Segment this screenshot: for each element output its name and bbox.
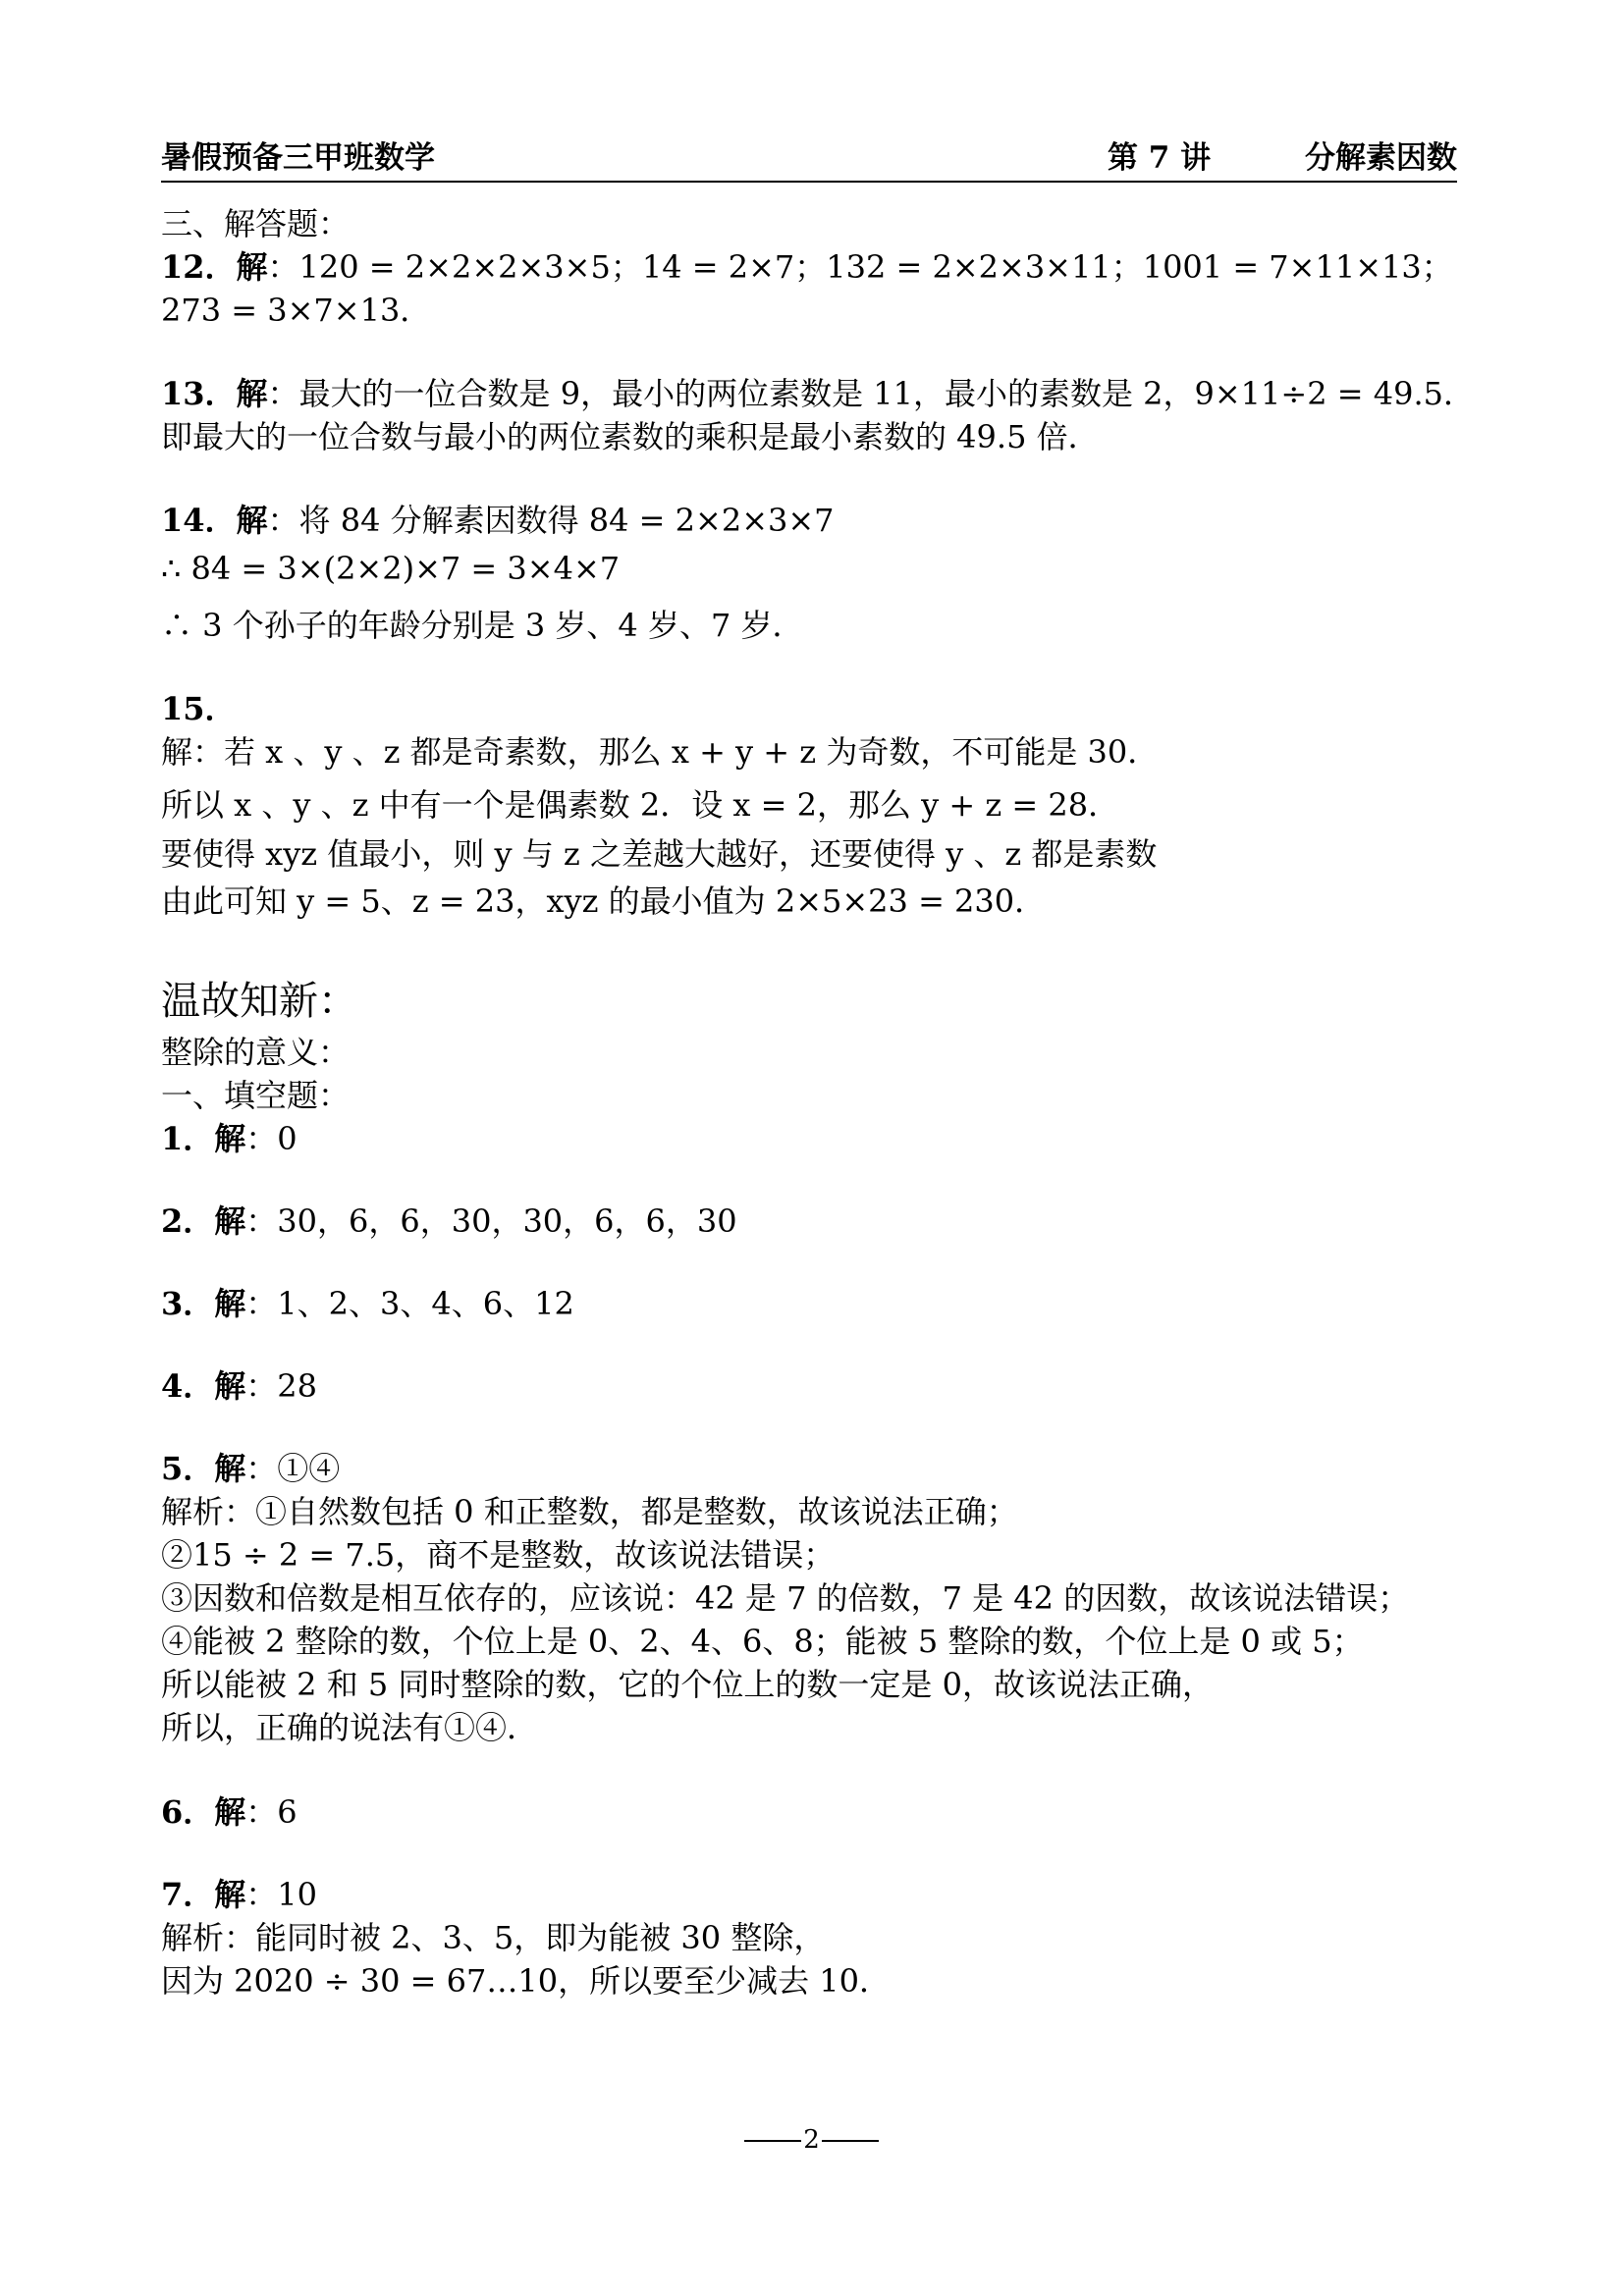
review-answer-5-analysis-2: ②15 ÷ 2 = 7.5，商不是整数，故该说法错误； [161, 1536, 836, 1574]
answer-14-line-1: 14．解：将 84 分解素因数得 84 = 2×2×3×7 [161, 502, 835, 539]
answer-number-label: 6．解 [161, 1793, 246, 1831]
page-header [161, 137, 1457, 183]
review-answer-5-analysis-6: 所以，正确的说法有①④． [161, 1709, 539, 1746]
review-answer-7-analysis-2: 因为 2020 ÷ 30 = 67…10，所以要至少减去 10． [161, 1962, 891, 2000]
review-answer-5-analysis-1: 解析：①自然数包括 0 和正整数，都是整数，故该说法正确； [161, 1493, 1018, 1530]
answer-number-label: 4．解 [161, 1367, 246, 1405]
answer-15-number: 15． [161, 690, 237, 727]
review-answer-7-analysis-1: 解析：能同时被 2、3、5，即为能被 30 整除， [161, 1919, 826, 1956]
answer-13-line-2: 即最大的一位合数与最小的两位素数的乘积是最小素数的 49.5 倍． [161, 418, 1100, 455]
header-topic: 分解素因数 [1305, 140, 1457, 176]
answer-number-label: 1．解 [161, 1120, 246, 1157]
answer-13-line-1: 13．解：最大的一位合数是 9，最小的两位素数是 11，最小的素数是 2，9×11÷2 = 49.5． [161, 375, 1475, 412]
page-number: 2 [803, 2125, 820, 2155]
answer-number-label: 3．解 [161, 1285, 246, 1322]
answer-15-line-2: 所以 x 、y 、z 中有一个是偶素数 2．设 x = 2，那么 y + z = 28． [161, 786, 1120, 824]
section-heading: 三、解答题： [161, 205, 351, 242]
review-answer-3: 3．解：1、2、3、4、6、12 [161, 1285, 574, 1322]
header-lecture-number: 第 7 讲 [1108, 140, 1212, 176]
answer-number-label: 13．解 [161, 375, 268, 412]
answer-15-line-1: 解：若 x 、y 、z 都是奇素数，那么 x + y + z 为奇数，不可能是 30． [161, 733, 1160, 771]
answer-number-label: 14．解 [161, 502, 268, 539]
answer-15-line-4: 由此可知 y = 5、z = 23，xyz 的最小值为 2×5×23 = 230． [161, 882, 1047, 920]
review-answer-4: 4．解：28 [161, 1367, 318, 1405]
answer-12-line-1: 12．解：120 = 2×2×2×3×5；14 = 2×7；132 = 2×2×3×11；1001 = 7×11×13； [161, 248, 1453, 286]
review-answer-5-analysis-5: 所以能被 2 和 5 同时整除的数，它的个位上的数一定是 0，故该说法正确， [161, 1666, 1214, 1703]
review-answer-5: 5．解：①④ [161, 1450, 341, 1487]
fill-blank-heading: 一、填空题： [161, 1077, 351, 1114]
answer-14-line-2: ∴ 84 = 3×(2×2)×7 = 3×4×7 [161, 550, 621, 587]
review-answer-5-analysis-3: ③因数和倍数是相互依存的，应该说：42 是 7 的倍数，7 是 42 的因数，故该说法错误； [161, 1579, 1410, 1617]
review-answer-6: 6．解：6 [161, 1793, 298, 1831]
answer-number-label: 7．解 [161, 1876, 246, 1913]
review-answer-7: 7．解：10 [161, 1876, 318, 1913]
answer-14-line-3: ∴ 3 个孙子的年龄分别是 3 岁、4 岁、7 岁． [161, 607, 804, 644]
footer-dash-left [744, 2140, 801, 2142]
subsection-title: 整除的意义： [161, 1034, 351, 1071]
review-section-title: 温故知新： [161, 979, 357, 1024]
review-answer-2: 2．解：30，6，6，30，30，6，6，30 [161, 1202, 737, 1240]
answer-number-label: 5．解 [161, 1450, 246, 1487]
page-footer [0, 2125, 1623, 2155]
answer-number-label: 12．解 [161, 248, 268, 286]
answer-number-label: 2．解 [161, 1202, 246, 1240]
answer-12-line-2: 273 = 3×7×13． [161, 292, 432, 329]
footer-dash-right [822, 2140, 879, 2142]
header-course-title: 暑假预备三甲班数学 [161, 140, 435, 176]
review-answer-5-analysis-4: ④能被 2 整除的数，个位上是 0、2、4、6、8；能被 5 整除的数，个位上是 0 或 5； [161, 1623, 1364, 1660]
review-answer-1: 1．解：0 [161, 1120, 298, 1157]
answer-15-line-3: 要使得 xyz 值最小，则 y 与 z 之差越大越好，还要使得 y 、z 都是素数 [161, 835, 1158, 873]
